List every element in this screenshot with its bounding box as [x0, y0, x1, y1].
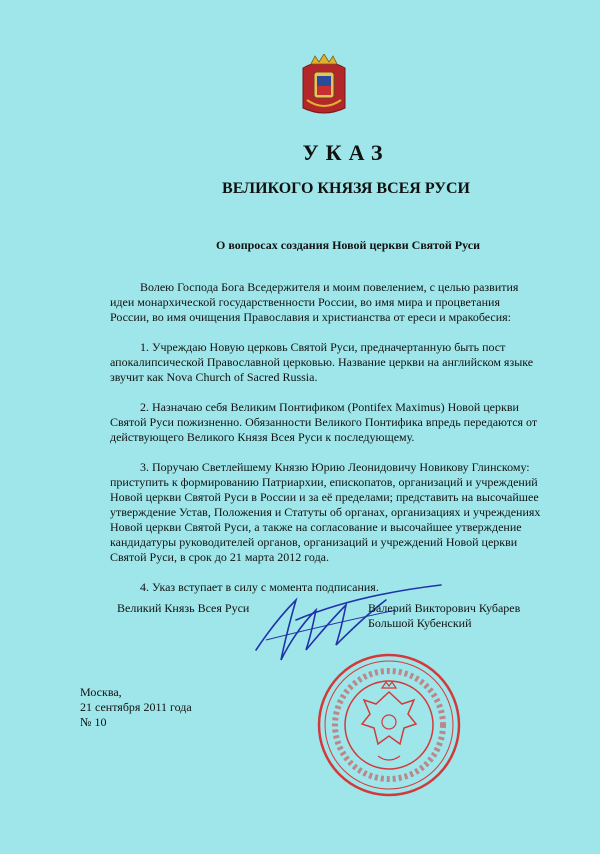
issue-city: Москва,: [80, 685, 122, 699]
decree-subject: О вопросах создания Новой церкви Святой Руси: [215, 238, 481, 252]
decree-item: 4. Указ вступает в силу с момента подписания.: [140, 580, 379, 594]
red-seal-icon: [316, 652, 462, 798]
coat-of-arms-icon: [299, 54, 349, 116]
decree-item: 1. Учреждаю Новую церковь Святой Руси, предначертанную быть пост апокалипсической Православной церковью. Название церкви на английском языке звучит как Nova Church of Sacred Russia.: [110, 340, 534, 384]
decree-number: № 10: [80, 715, 107, 729]
signatory-name-line1: Валерий Викторович Кубарев: [368, 601, 521, 615]
decree-title: УКАЗ: [302, 140, 390, 165]
signatory-title: Великий Князь Всея Руси: [117, 601, 250, 615]
decree-body: [110, 280, 542, 610]
signatory-name: [368, 601, 520, 631]
issue-place-date: [80, 685, 192, 730]
decree-item: 3. Поручаю Светлейшему Князю Юрию Леонидовичу Новикову Глинскому: приступить к формированию Патриархии, епископатов, организаций и учреждений Новой церкви Святой Руси в России и за её пределами; представить на высочайшее утверждение Устав, Положения и Статуты об органах, организациях и учреждениях Новой церкви Святой Руси, а также на согласование и высочайшее утверждение кандидатуры руководителей органов, организаций и учреждений Новой церкви Святой Руси, в срок до 21 марта 2012 года.: [110, 460, 541, 564]
decree-item: 2. Назначаю себя Великим Понтификом (Pontifex Maximus) Новой церкви Святой Руси пожизненно. Обязанности Великого Понтифика впредь передаются от действующего Великого Князя Всея Руси к последующему.: [110, 400, 538, 444]
preamble: Волею Господа Бога Вседержителя и моим повелением, с целью развития идеи монархической государственности России, во имя мира и процветания России, во имя очищения Православия и христианства от ереси и мракобесия:: [110, 280, 519, 324]
issue-date: 21 сентября 2011 года: [80, 700, 192, 714]
signatory-name-line2: Большой Кубенский: [368, 616, 472, 630]
decree-subtitle: ВЕЛИКОГО КНЯЗЯ ВСЕЯ РУСИ: [222, 180, 470, 197]
